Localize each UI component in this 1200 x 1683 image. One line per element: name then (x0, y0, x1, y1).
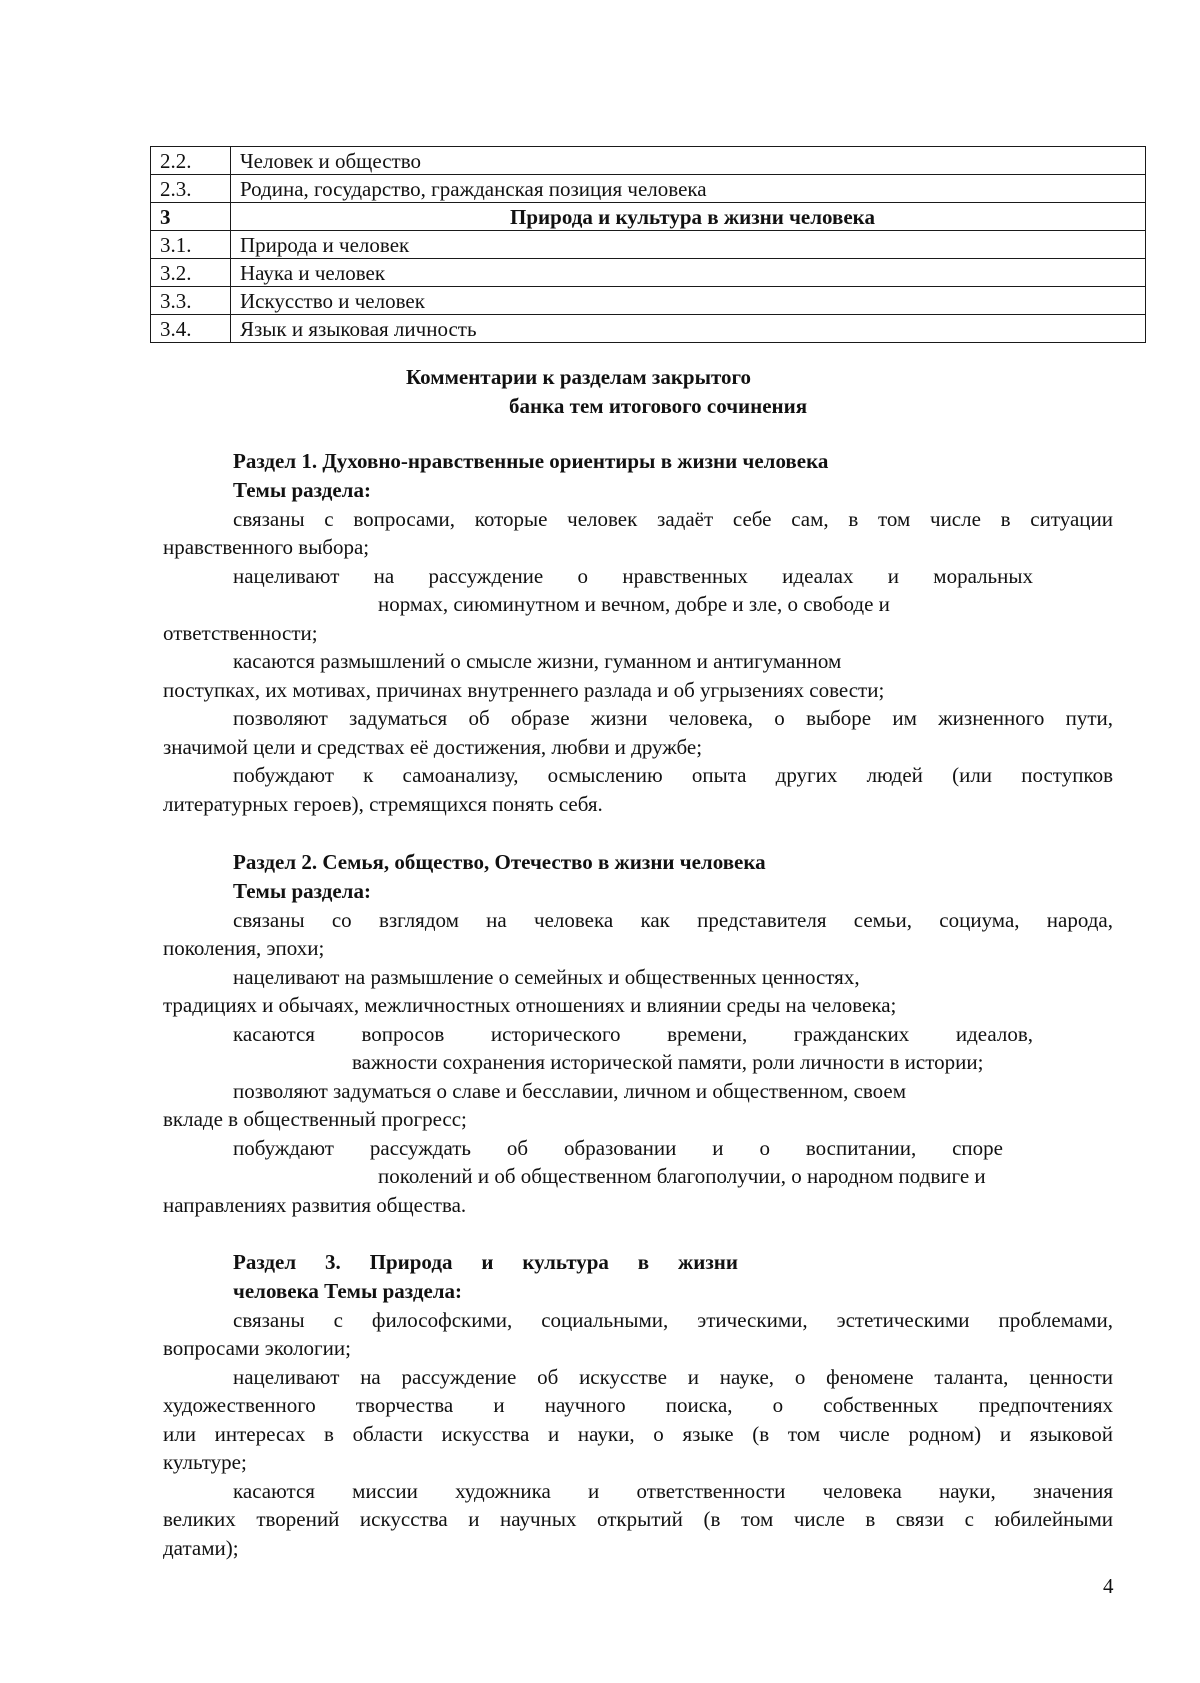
section-1-line: нормах, сиюминутном и вечном, добре и зле, о свободе и (378, 592, 890, 616)
row-number: 2.2. (151, 147, 231, 175)
row-title: Природа и культура в жизни человека (231, 203, 1146, 231)
section-1-line: позволяют задуматься об образе жизни человека, о выборе им жизненного пути, (233, 706, 1113, 730)
section-1-subtitle: Темы раздела: (233, 478, 371, 502)
section-1-line: нацеливают на рассуждение о нравственных идеалах и моральных (233, 564, 1033, 588)
section-3-line: датами); (163, 1536, 239, 1560)
section-3-line: связаны с философскими, социальными, этическими, эстетическими проблемами, (233, 1308, 1113, 1332)
section-2-line: позволяют задуматься о славе и бесславии, личном и общественном, своем (233, 1079, 907, 1103)
section-3-line: нацеливают на рассуждение об искусстве и науке, о феномене таланта, ценности (233, 1365, 1113, 1389)
heading-line-2: банка тем итогового сочинения (509, 394, 808, 418)
section-3-title: Раздел 3. Природа и культура в жизни (233, 1250, 738, 1274)
section-2-line: побуждают рассуждать об образовании и о воспитании, споре (233, 1136, 1003, 1160)
row-title: Родина, государство, гражданская позиция человека (231, 175, 1146, 203)
section-1-line: нравственного выбора; (163, 535, 370, 559)
row-number: 3.2. (151, 259, 231, 287)
section-2-line: касаются вопросов исторического времени, гражданских идеалов, (233, 1022, 1033, 1046)
table-row (151, 259, 1146, 287)
table-row (151, 175, 1146, 203)
table-row (151, 231, 1146, 259)
row-title: Искусство и человек (231, 287, 1146, 315)
section-3-line: художественного творчества и научного поиска, о собственных предпочтениях (163, 1393, 1113, 1417)
page-number: 4 (1103, 1574, 1114, 1598)
section-1-title: Раздел 1. Духовно-нравственные ориентиры в жизни человека (233, 449, 829, 473)
topics-table (150, 146, 1146, 343)
section-1-line: значимой цели и средствах её достижения, любви и дружбе; (163, 735, 703, 759)
section-1-line: касаются размышлений о смысле жизни, гуманном и антигуманном (233, 649, 842, 673)
section-2-subtitle: Темы раздела: (233, 879, 371, 903)
section-2-title: Раздел 2. Семья, общество, Отечество в жизни человека (233, 850, 766, 874)
section-2-line: связаны со взглядом на человека как представителя семьи, социума, народа, (233, 908, 1113, 932)
row-number: 3 (151, 203, 231, 231)
section-2-line: направлениях развития общества. (163, 1193, 467, 1217)
row-number: 2.3. (151, 175, 231, 203)
section-2-line: традициях и обычаях, межличностных отношениях и влиянии среды на человека; (163, 993, 897, 1017)
section-1-line: ответственности; (163, 621, 318, 645)
row-title: Язык и языковая личность (231, 315, 1146, 343)
table-row (151, 147, 1146, 175)
section-2-line: важности сохранения исторической памяти, роли личности в истории; (352, 1050, 984, 1074)
table-row (151, 315, 1146, 343)
section-3-line: вопросами экологии; (163, 1336, 351, 1360)
section-3-line: касаются миссии художника и ответственности человека науки, значения (233, 1479, 1113, 1503)
section-3-line: великих творений искусства и научных открытий (в том числе в связи с юбилейными (163, 1507, 1113, 1531)
section-3-line: культуре; (163, 1450, 247, 1474)
row-number: 3.4. (151, 315, 231, 343)
table-section-row (151, 203, 1146, 231)
section-1-line: литературных героев), стремящихся понять себя. (163, 792, 603, 816)
section-3-line: или интересах в области искусства и науки, о языке (в том числе родном) и языковой (163, 1422, 1113, 1446)
row-title: Человек и общество (231, 147, 1146, 175)
row-number: 3.3. (151, 287, 231, 315)
section-2-line: нацеливают на размышление о семейных и общественных ценностях, (233, 965, 860, 989)
row-title: Наука и человек (231, 259, 1146, 287)
section-1-line: связаны с вопросами, которые человек задаёт себе сам, в том числе в ситуации (233, 507, 1113, 531)
section-1-line: побуждают к самоанализу, осмыслению опыта других людей (или поступков (233, 763, 1113, 787)
section-3-subtitle: человека Темы раздела: (233, 1279, 463, 1303)
section-2-line: поколений и об общественном благополучии, о народном подвиге и (378, 1164, 986, 1188)
heading-line-1: Комментарии к разделам закрытого (406, 365, 752, 389)
row-number: 3.1. (151, 231, 231, 259)
section-1-line: поступках, их мотивах, причинах внутреннего разлада и об угрызениях совести; (163, 678, 885, 702)
row-title: Природа и человек (231, 231, 1146, 259)
table-row (151, 287, 1146, 315)
section-2-line: поколения, эпохи; (163, 936, 325, 960)
section-2-line: вкладе в общественный прогресс; (163, 1107, 467, 1131)
